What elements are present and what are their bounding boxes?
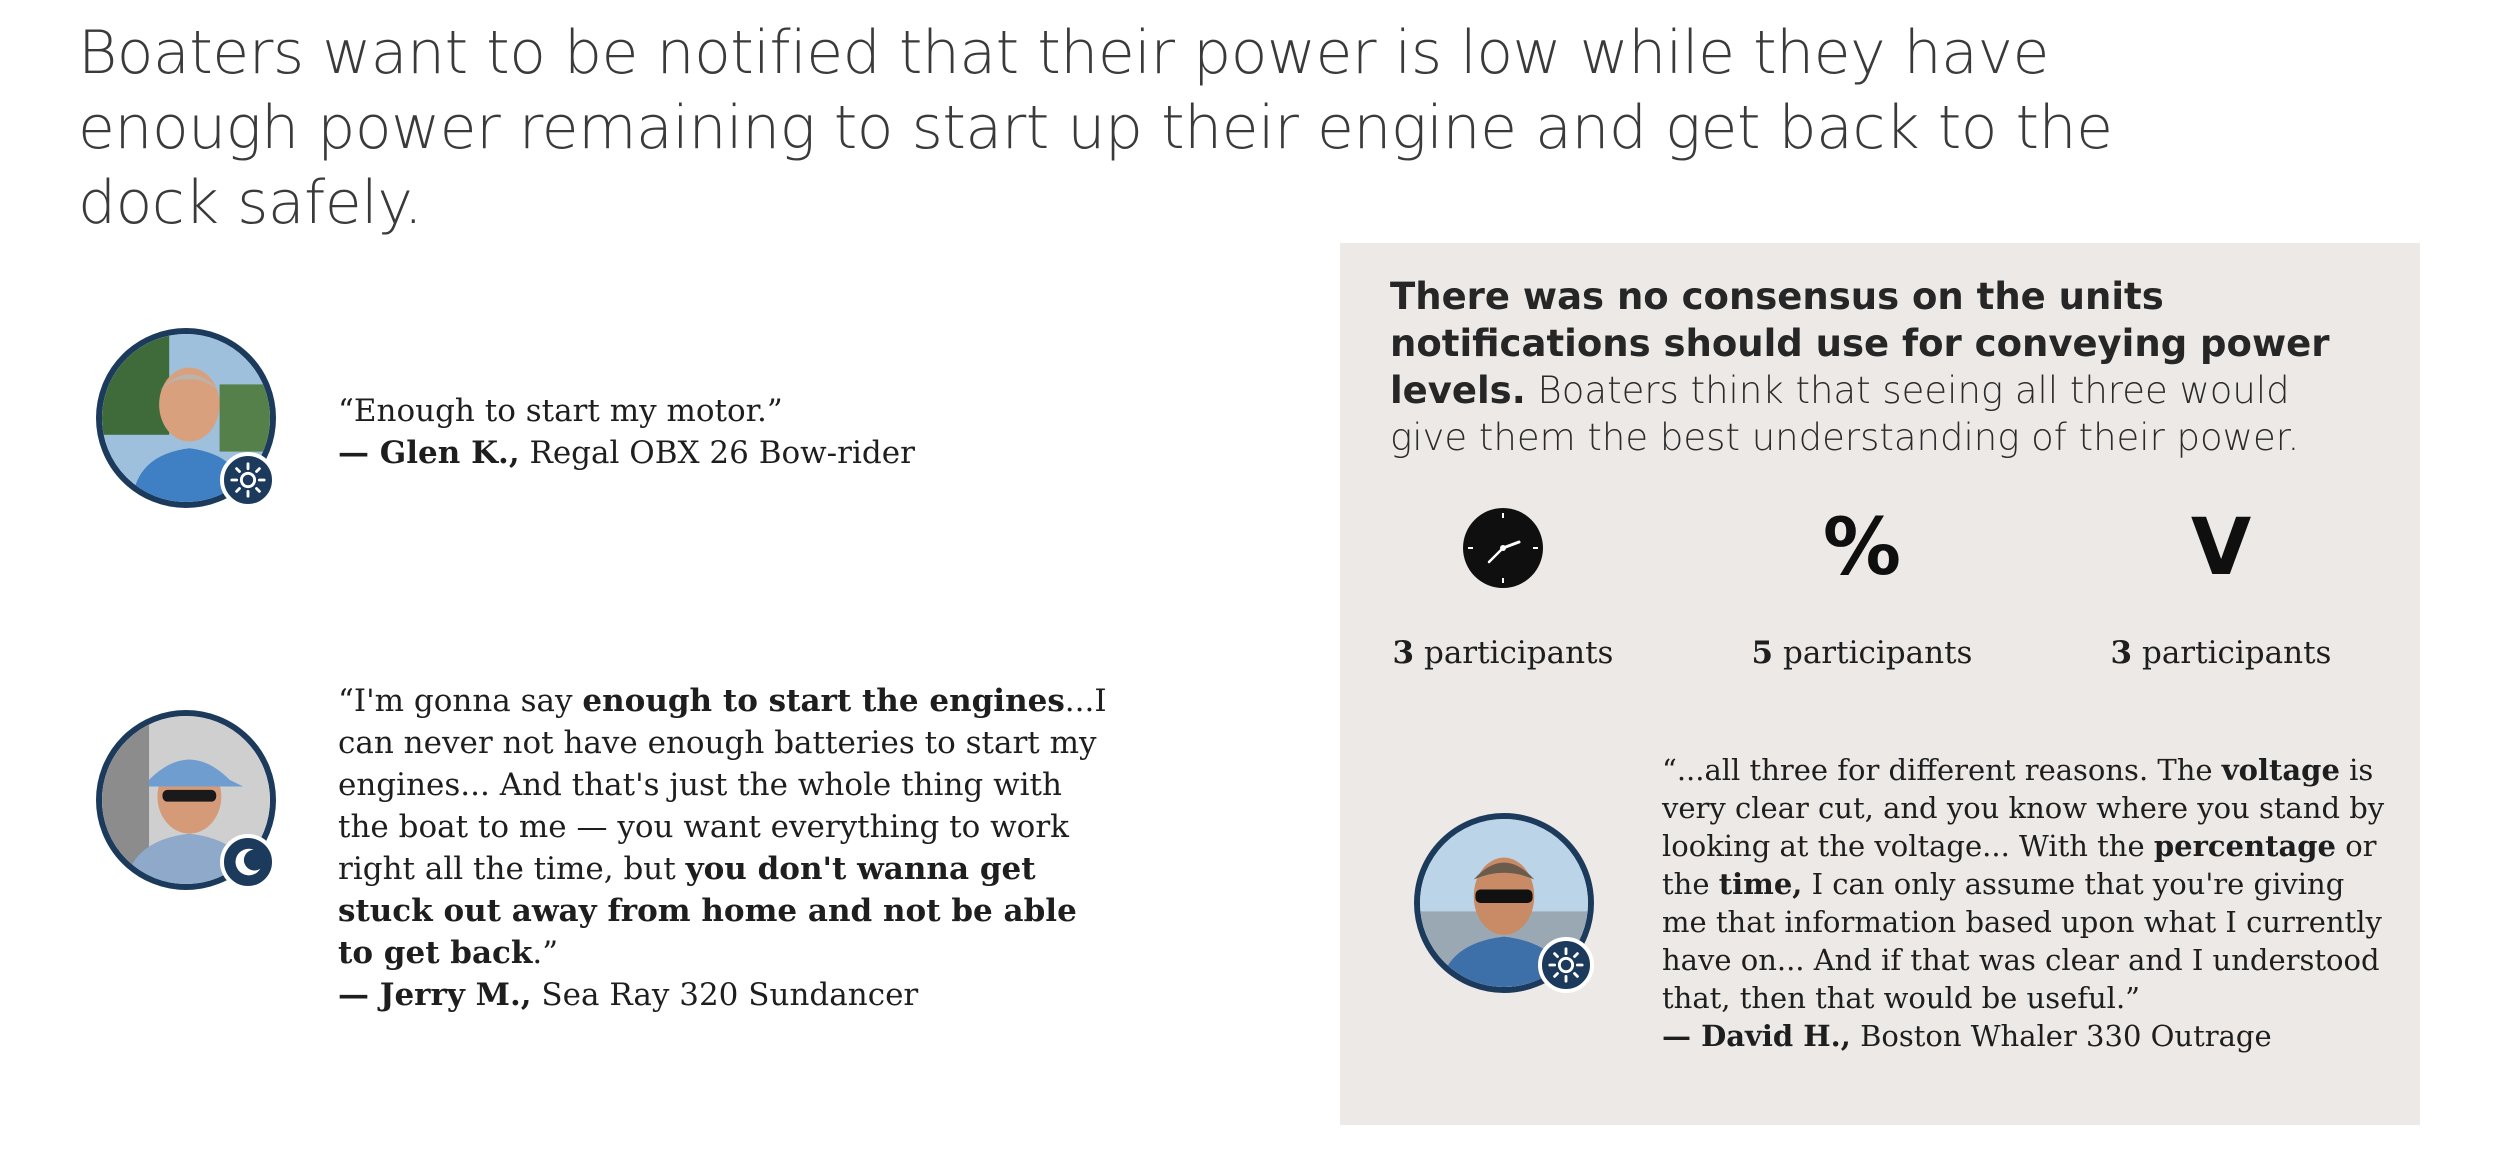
quote-boat: Sea Ray 320 Sundancer [531, 977, 919, 1013]
unit-count [2071, 635, 2371, 671]
headline: Boaters want to be notified that their power is low while they have enough power remaining to start up their engine and get back to the dock safely. [78, 18, 2113, 238]
quote-text: or the [1662, 829, 2377, 901]
count-number: 3 [1392, 635, 1415, 671]
moon-icon [220, 834, 276, 890]
sun-icon [220, 452, 276, 508]
unit-count [1353, 635, 1653, 671]
percent-icon: % [1822, 503, 1902, 593]
quote-emphasis: voltage [2221, 753, 2340, 787]
quote-attribution [1662, 1017, 2392, 1055]
unit-time [1353, 503, 1653, 671]
quote-author: — Jerry M., [338, 977, 532, 1013]
quote-boat: Boston Whaler 330 Outrage [1850, 1019, 2272, 1053]
unit-count [1712, 635, 2012, 671]
avatar-glen [96, 328, 276, 508]
count-label: participants [1414, 635, 1614, 671]
quote-attribution [338, 432, 1138, 474]
panel-heading-strong: There was no consensus on the units notifications should use for conveying power levels. [1390, 275, 2330, 412]
quote-text: ...I can never not have enough batteries to start my engines... And that's just the whole thing with the boat to me — you want everything to work right all the time, but [338, 683, 1107, 887]
quote-text: I can only assume that you're giving me that information based upon what I currently have on... And if that was clear and I understood that, then that would be useful.” [1662, 867, 2382, 1015]
quote-attribution [338, 974, 1118, 1016]
quote-text: is very clear cut, and you know where you stand by looking at the voltage... With the [1662, 753, 2385, 863]
quote-jerry [338, 680, 1118, 1016]
quote-david [1662, 751, 2392, 1055]
count-number: 5 [1751, 635, 1774, 671]
count-label: participants [1773, 635, 1973, 671]
clock-icon [1461, 506, 1545, 590]
quote-emphasis: enough to start the engines [582, 683, 1065, 719]
quote-text: “I'm gonna say [338, 683, 583, 719]
quote-emphasis: time, [1718, 867, 1803, 901]
avatar-jerry [96, 710, 276, 890]
quote-text: “Enough to start my motor.” [338, 393, 783, 429]
sun-icon [1538, 937, 1594, 993]
quote-boat: Regal OBX 26 Bow-rider [519, 435, 915, 471]
quote-glen [338, 390, 1138, 474]
quote-text: “...all three for different reasons. The [1662, 753, 2222, 787]
panel-heading [1390, 273, 2370, 461]
quote-emphasis: percentage [2153, 829, 2336, 863]
quote-author: — Glen K., [338, 435, 520, 471]
quote-text: .” [532, 935, 559, 971]
count-label: participants [2132, 635, 2332, 671]
quote-author: — David H., [1662, 1019, 1851, 1053]
volt-icon: V [2190, 503, 2252, 593]
panel-heading-rest: Boaters think that seeing all three would give them the best understanding of their power. [1390, 369, 2300, 459]
quote-emphasis: you don't wanna get stuck out away from home and not be able to get back [338, 851, 1077, 971]
count-number: 3 [2110, 635, 2133, 671]
avatar-david [1414, 813, 1594, 993]
unit-voltage [2071, 503, 2371, 671]
unit-percentage [1712, 503, 2012, 671]
units-panel [1340, 243, 2420, 1125]
